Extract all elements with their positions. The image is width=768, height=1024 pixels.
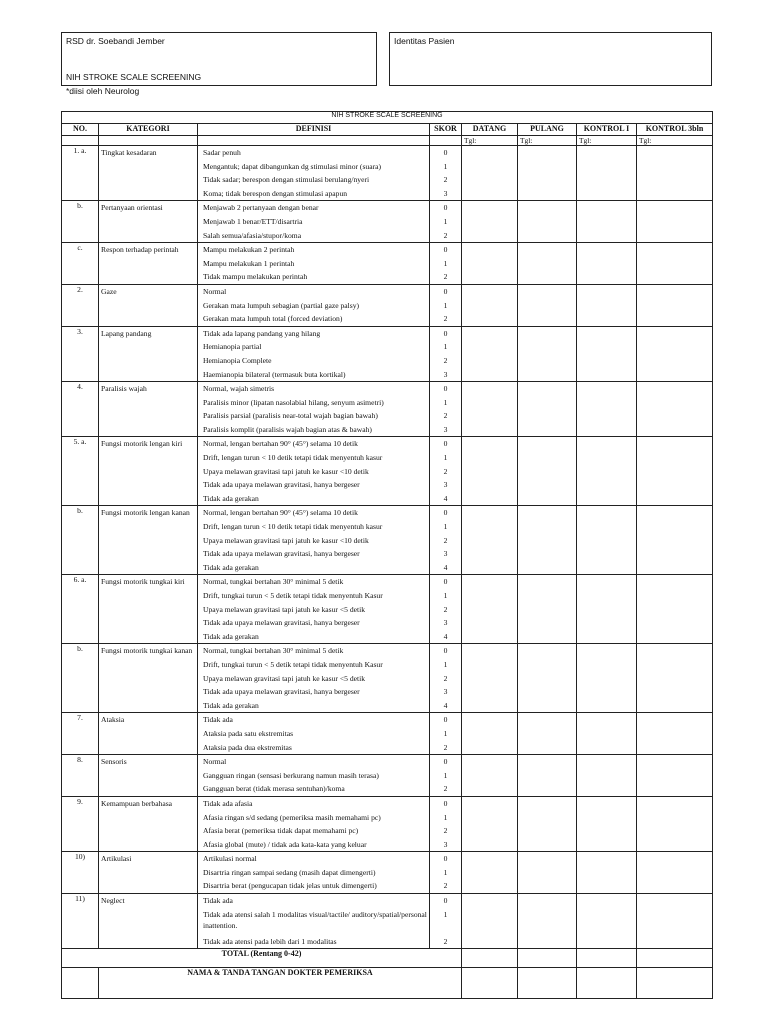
score-value: 3	[443, 839, 448, 849]
kontrol1-input-cell[interactable]	[577, 326, 637, 381]
score-value: 0	[443, 896, 448, 906]
neurolog-note: *diisi oleh Neurolog	[66, 86, 140, 96]
pulang-input-cell[interactable]	[518, 713, 577, 755]
kontrol1-input-cell[interactable]	[577, 201, 637, 243]
pulang-input-cell[interactable]	[518, 382, 577, 437]
score-value: 0	[443, 715, 448, 725]
kontrol1-input-cell[interactable]	[577, 852, 637, 894]
nihss-table	[61, 111, 713, 999]
definition-text: Menjawab 1 benar/ETT/disartria	[203, 216, 303, 226]
kontrol1-input-cell[interactable]	[577, 243, 637, 285]
score-value: 1	[443, 300, 448, 310]
patient-identity-box[interactable]	[389, 32, 712, 86]
form-title: NIH STROKE SCALE SCREENING	[66, 72, 202, 82]
kontrol3-input-cell[interactable]	[637, 894, 713, 949]
col-pulang-header: PULANG	[518, 124, 577, 136]
score-value: 2	[443, 604, 448, 614]
kontrol3-input-cell[interactable]	[637, 713, 713, 755]
score-cell	[430, 382, 462, 437]
definition-cell	[198, 146, 430, 201]
score-cell	[430, 243, 462, 285]
item-category: Fungsi motorik lengan kiri	[99, 437, 198, 506]
datang-input-cell[interactable]	[462, 644, 518, 713]
score-value: 4	[443, 562, 448, 572]
item-category: Kemampuan berbahasa	[99, 796, 198, 851]
kontrol3-input-cell[interactable]	[637, 326, 713, 381]
definition-text: Upaya melawan gravitasi tapi jatuh ke kasur <5 detik	[203, 673, 366, 683]
kontrol3-input-cell[interactable]	[637, 201, 713, 243]
score-cell	[430, 796, 462, 851]
score-value: 2	[443, 175, 448, 185]
item-number: 8.	[62, 755, 99, 797]
total-row	[62, 949, 713, 968]
signature-row	[62, 968, 713, 999]
definition-text: Disartria berat (pengucapan tidak jelas untuk dimengerti)	[203, 881, 377, 891]
kontrol1-input-cell[interactable]	[577, 796, 637, 851]
definition-text: Tidak ada upaya melawan gravitasi, hanya bergeser	[203, 549, 360, 559]
kontrol3-input-cell[interactable]	[637, 852, 713, 894]
score-value: 0	[443, 203, 448, 213]
item-number: c.	[62, 243, 99, 285]
definition-text: Ataksia pada satu ekstremitas	[203, 728, 294, 738]
kontrol1-input-cell[interactable]	[577, 437, 637, 506]
sign-datang-cell[interactable]	[462, 968, 518, 999]
score-value: 2	[443, 535, 448, 545]
score-value: 0	[443, 286, 448, 296]
score-value: 0	[443, 757, 448, 767]
datang-input-cell[interactable]	[462, 713, 518, 755]
kontrol1-input-cell[interactable]	[577, 644, 637, 713]
definition-text: Tidak ada afasia	[203, 798, 253, 808]
score-cell	[430, 894, 462, 949]
score-value: 1	[443, 342, 448, 352]
col-kontrol3-header: KONTROL 3bln	[637, 124, 713, 136]
score-cell	[430, 201, 462, 243]
datang-input-cell[interactable]	[462, 146, 518, 201]
pulang-input-cell[interactable]	[518, 506, 577, 575]
pulang-input-cell[interactable]	[518, 243, 577, 285]
score-value: 0	[443, 148, 448, 157]
item-number: 1. a.	[62, 146, 99, 201]
score-value: 3	[443, 549, 448, 559]
score-value: 1	[443, 397, 448, 407]
item-number: b.	[62, 506, 99, 575]
date-row	[62, 136, 713, 146]
datang-input-cell[interactable]	[462, 326, 518, 381]
item-row	[62, 382, 713, 437]
patient-identity-label: Identitas Pasien	[394, 36, 455, 46]
pulang-input-cell[interactable]	[518, 146, 577, 201]
col-datang-header: DATANG	[462, 124, 518, 136]
item-number: 6. a.	[62, 575, 99, 644]
kontrol1-input-cell[interactable]	[577, 284, 637, 326]
definition-text: Normal	[203, 757, 227, 767]
score-value: 0	[443, 384, 448, 394]
kontrol3-input-cell[interactable]	[637, 243, 713, 285]
score-value: 4	[443, 631, 448, 641]
score-value: 1	[443, 453, 448, 463]
definition-text: Tidak ada upaya melawan gravitasi, hanya bergeser	[203, 480, 360, 490]
pulang-input-cell[interactable]	[518, 326, 577, 381]
datang-input-cell[interactable]	[462, 755, 518, 797]
item-category: Respon terhadap perintah	[99, 243, 198, 285]
item-number: 7.	[62, 713, 99, 755]
item-number: 5. a.	[62, 437, 99, 506]
score-value: 1	[443, 522, 448, 532]
definition-text: Gerakan mata lumpuh sebagian (partial gaze palsy)	[203, 300, 360, 310]
definition-text: Tidak ada gerakan	[203, 700, 259, 710]
definition-text: Tidak ada upaya melawan gravitasi, hanya bergeser	[203, 687, 360, 697]
item-category: Fungsi motorik lengan kanan	[99, 506, 198, 575]
datang-input-cell[interactable]	[462, 894, 518, 949]
score-cell	[430, 506, 462, 575]
score-value: 2	[443, 230, 448, 240]
datang-input-cell[interactable]	[462, 284, 518, 326]
item-category: Gaze	[99, 284, 198, 326]
score-value: 2	[443, 466, 448, 476]
definition-text: Salah semua/afasia/stupor/koma	[203, 230, 302, 240]
kontrol1-input-cell[interactable]	[577, 894, 637, 949]
score-cell	[430, 644, 462, 713]
definition-cell	[198, 575, 430, 644]
score-value: 1	[443, 659, 448, 669]
datang-input-cell[interactable]	[462, 243, 518, 285]
definition-text: Tidak ada gerakan	[203, 562, 259, 572]
score-value: 2	[443, 936, 448, 946]
item-category: Tingkat kesadaran	[99, 146, 198, 201]
item-row	[62, 326, 713, 381]
total-label: TOTAL (Rentang 0-42)	[62, 949, 462, 968]
kontrol1-input-cell[interactable]	[577, 755, 637, 797]
col-kategori-header: KATEGORI	[99, 124, 198, 136]
kontrol3-input-cell[interactable]	[637, 575, 713, 644]
sign-kontrol1-cell[interactable]	[577, 968, 637, 999]
score-value: 4	[443, 493, 448, 503]
score-value: 0	[443, 245, 448, 255]
definition-text: Upaya melawan gravitasi tapi jatuh ke kasur <5 detik	[203, 604, 366, 614]
pulang-input-cell[interactable]	[518, 284, 577, 326]
score-cell	[430, 852, 462, 894]
definition-text: Tidak sadar; berespon dengan stimulasi berulang/nyeri	[203, 175, 370, 185]
definition-cell	[198, 796, 430, 851]
score-value: 1	[443, 216, 448, 226]
definition-text: Normal, tungkai bertahan 30° minimal 5 detik	[203, 577, 344, 587]
item-category: Lapang pandang	[99, 326, 198, 381]
column-header-row	[62, 124, 713, 136]
col-no-header: NO.	[62, 124, 99, 136]
definition-text: Tidak ada gerakan	[203, 631, 259, 641]
item-category: Artikulasi	[99, 852, 198, 894]
total-kontrol1-cell[interactable]	[577, 949, 637, 968]
kontrol3-input-cell[interactable]	[637, 796, 713, 851]
pulang-input-cell[interactable]	[518, 755, 577, 797]
item-row	[62, 506, 713, 575]
datang-input-cell[interactable]	[462, 796, 518, 851]
definition-text: Drift, tungkai turun < 5 detik tetapi tidak menyentuh Kasur	[203, 591, 383, 600]
score-value: 3	[443, 424, 448, 434]
item-row	[62, 201, 713, 243]
kontrol1-input-cell[interactable]	[577, 506, 637, 575]
item-category: Fungsi motorik tungkai kiri	[99, 575, 198, 644]
kontrol3-input-cell[interactable]	[637, 382, 713, 437]
definition-text: Gerakan mata lumpuh total (forced deviation)	[203, 314, 343, 324]
item-row	[62, 852, 713, 894]
col-kontrol1-header: KONTROL I	[577, 124, 637, 136]
item-category: Paralisis wajah	[99, 382, 198, 437]
definition-text: Upaya melawan gravitasi tapi jatuh ke kasur <10 detik	[203, 466, 369, 476]
definition-text: Menjawab 2 pertanyaan dengan benar	[203, 203, 319, 213]
definition-text: Afasia ringan s/d sedang (pemeriksa masih memahami pc)	[203, 812, 381, 822]
table-title-row	[62, 112, 713, 124]
score-cell	[430, 146, 462, 201]
score-value: 3	[443, 188, 448, 198]
kontrol3-input-cell[interactable]	[637, 755, 713, 797]
item-row	[62, 755, 713, 797]
definition-text: Paralisis parsial (paralisis near-total wajah bagian bawah)	[203, 411, 378, 421]
score-value: 2	[443, 272, 448, 282]
pulang-input-cell[interactable]	[518, 852, 577, 894]
definition-text: Tidak ada	[203, 896, 233, 906]
definition-text: Mengantuk; dapat dibangunkan dg stimulasi minor (suara)	[203, 161, 381, 171]
definition-cell	[198, 437, 430, 506]
item-number: 9.	[62, 796, 99, 851]
item-number: 4.	[62, 382, 99, 437]
definition-text: Paralisis komplit (paralisis wajah bagian atas & bawah)	[203, 424, 372, 434]
table-title: NIH STROKE SCALE SCREENING	[62, 112, 713, 124]
score-cell	[430, 575, 462, 644]
item-row	[62, 575, 713, 644]
pulang-input-cell[interactable]	[518, 201, 577, 243]
definition-text: Haemianopia bilateral (termasuk buta kortikal)	[203, 369, 346, 379]
definition-text: Tidak mampu melakukan perintah	[203, 272, 308, 282]
definition-text: Sadar penuh	[203, 148, 241, 157]
pulang-input-cell[interactable]	[518, 644, 577, 713]
definition-cell	[198, 243, 430, 285]
definition-cell	[198, 382, 430, 437]
score-value: 3	[443, 687, 448, 697]
score-value: 3	[443, 480, 448, 490]
kontrol1-input-cell[interactable]	[577, 575, 637, 644]
tgl-datang[interactable]: Tgl:	[462, 136, 518, 146]
sign-pulang-cell[interactable]	[518, 968, 577, 999]
item-row	[62, 146, 713, 201]
pulang-input-cell[interactable]	[518, 437, 577, 506]
datang-input-cell[interactable]	[462, 437, 518, 506]
score-value: 1	[443, 867, 448, 877]
definition-text: Gangguan berat (tidak merasa sentuhan)/koma	[203, 784, 345, 794]
score-value: 2	[443, 314, 448, 324]
item-category: Fungsi motorik tungkai kanan	[99, 644, 198, 713]
definition-text: Tidak ada	[203, 715, 233, 725]
score-value: 1	[443, 258, 448, 268]
score-value: 1	[443, 161, 448, 171]
definition-text: Tidak ada upaya melawan gravitasi, hanya bergeser	[203, 618, 360, 628]
definition-text: Paralisis minor (lipatan nasolabial hilang, senyum asimetri)	[203, 397, 384, 407]
definition-text: Hemianopia partial	[203, 342, 262, 352]
score-value: 0	[443, 577, 448, 587]
definition-text: Upaya melawan gravitasi tapi jatuh ke kasur <10 detik	[203, 535, 369, 545]
definition-cell	[198, 326, 430, 381]
item-number: 3.	[62, 326, 99, 381]
score-value: 0	[443, 328, 448, 338]
score-value: 1	[443, 591, 448, 600]
item-row	[62, 437, 713, 506]
datang-input-cell[interactable]	[462, 506, 518, 575]
definition-cell	[198, 755, 430, 797]
datang-input-cell[interactable]	[462, 201, 518, 243]
definition-cell	[198, 713, 430, 755]
kontrol1-input-cell[interactable]	[577, 146, 637, 201]
definition-cell	[198, 852, 430, 894]
kontrol3-input-cell[interactable]	[637, 284, 713, 326]
definition-cell	[198, 894, 430, 949]
definition-text: Tidak ada atensi pada lebih dari 1 modalitas	[203, 936, 337, 946]
score-value: 2	[443, 355, 448, 365]
score-cell	[430, 755, 462, 797]
score-value: 1	[443, 812, 448, 822]
definition-text: Normal, wajah simetris	[203, 384, 275, 394]
score-value: 2	[443, 411, 448, 421]
kontrol3-input-cell[interactable]	[637, 437, 713, 506]
datang-input-cell[interactable]	[462, 575, 518, 644]
score-value: 4	[443, 700, 448, 710]
total-datang-cell[interactable]	[462, 949, 518, 968]
item-row	[62, 284, 713, 326]
score-cell	[430, 437, 462, 506]
definition-text: Tidak ada lapang pandang yang hilang	[203, 328, 321, 338]
item-row	[62, 243, 713, 285]
item-category: Neglect	[99, 894, 198, 949]
item-row	[62, 894, 713, 949]
tgl-pulang[interactable]: Tgl:	[518, 136, 577, 146]
definition-cell	[198, 201, 430, 243]
score-value: 0	[443, 439, 448, 449]
score-cell	[430, 713, 462, 755]
item-number: 10)	[62, 852, 99, 894]
definition-text: Tidak ada gerakan	[203, 493, 259, 503]
score-value: 0	[443, 798, 448, 808]
item-number: b.	[62, 201, 99, 243]
item-number: 11)	[62, 894, 99, 949]
score-value: 1	[443, 909, 448, 919]
score-value: 2	[443, 826, 448, 836]
score-value: 2	[443, 784, 448, 794]
definition-text: Koma; tidak berespon dengan stimulasi apapun	[203, 188, 348, 198]
total-pulang-cell[interactable]	[518, 949, 577, 968]
tgl-kontrol3[interactable]: Tgl:	[637, 136, 713, 146]
definition-text: Artikulasi normal	[203, 854, 257, 864]
kontrol1-input-cell[interactable]	[577, 382, 637, 437]
pulang-input-cell[interactable]	[518, 796, 577, 851]
definition-text: Mampu melakukan 2 perintah	[203, 245, 295, 255]
score-value: 1	[443, 770, 448, 780]
score-value: 0	[443, 508, 448, 518]
kontrol3-input-cell[interactable]	[637, 146, 713, 201]
item-row	[62, 796, 713, 851]
item-category: Ataksia	[99, 713, 198, 755]
score-value: 2	[443, 881, 448, 891]
definition-text: Drift, lengan turun < 10 detik tetapi tidak menyentuh kasur	[203, 522, 383, 532]
score-value: 1	[443, 728, 448, 738]
total-kontrol3-cell[interactable]	[637, 949, 713, 968]
col-definisi-header: DEFINISI	[198, 124, 430, 136]
definition-text: Ataksia pada dua ekstremitas	[203, 742, 292, 752]
definition-text: Tidak ada atensi salah 1 modalitas visual/tactile/ auditory/spatial/personal inattention.	[203, 909, 427, 930]
definition-cell	[198, 284, 430, 326]
score-value: 0	[443, 646, 448, 656]
pulang-input-cell[interactable]	[518, 894, 577, 949]
definition-text: Normal, lengan bertahan 90° (45°) selama 10 detik	[203, 508, 358, 518]
score-value: 3	[443, 369, 448, 379]
pulang-input-cell[interactable]	[518, 575, 577, 644]
definition-text: Gangguan ringan (sensasi berkurang namun masih terasa)	[203, 770, 379, 780]
definition-text: Disartria ringan sampai sedang (masih dapat dimengerti)	[203, 867, 376, 877]
score-cell	[430, 326, 462, 381]
definition-cell	[198, 506, 430, 575]
sign-kontrol3-cell[interactable]	[637, 968, 713, 999]
definition-text: Drift, tungkai turun < 5 detik tetapi tidak menyentuh Kasur	[203, 659, 383, 669]
score-value: 2	[443, 673, 448, 683]
col-skor-header: SKOR	[430, 124, 462, 136]
item-row	[62, 644, 713, 713]
score-value: 0	[443, 854, 448, 864]
kontrol3-input-cell[interactable]	[637, 644, 713, 713]
score-cell	[430, 284, 462, 326]
definition-text: Hemianopia Complete	[203, 355, 272, 365]
item-number: 2.	[62, 284, 99, 326]
item-category: Pertanyaan orientasi	[99, 201, 198, 243]
signature-label: NAMA & TANDA TANGAN DOKTER PEMERIKSA	[99, 968, 462, 999]
datang-input-cell[interactable]	[462, 382, 518, 437]
definition-text: Mampu melakukan 1 perintah	[203, 258, 295, 268]
hospital-box	[61, 32, 377, 86]
hospital-name: RSD dr. Soebandi Jember	[66, 36, 165, 46]
definition-text: Afasia berat (pemeriksa tidak dapat memahami pc)	[203, 826, 359, 836]
tgl-kontrol1[interactable]: Tgl:	[577, 136, 637, 146]
kontrol1-input-cell[interactable]	[577, 713, 637, 755]
datang-input-cell[interactable]	[462, 852, 518, 894]
kontrol3-input-cell[interactable]	[637, 506, 713, 575]
definition-text: Normal, tungkai bertahan 30° minimal 5 detik	[203, 646, 344, 656]
definition-text: Drift, lengan turun < 10 detik tetapi tidak menyentuh kasur	[203, 453, 383, 463]
definition-text: Normal	[203, 286, 227, 296]
definition-cell	[198, 644, 430, 713]
definition-text: Normal, lengan bertahan 90° (45°) selama 10 detik	[203, 439, 358, 449]
item-category: Sensoris	[99, 755, 198, 797]
definition-text: Afasia global (mute) / tidak ada kata-kata yang keluar	[203, 839, 367, 849]
score-value: 2	[443, 742, 448, 752]
score-value: 3	[443, 618, 448, 628]
item-number: b.	[62, 644, 99, 713]
item-row	[62, 713, 713, 755]
